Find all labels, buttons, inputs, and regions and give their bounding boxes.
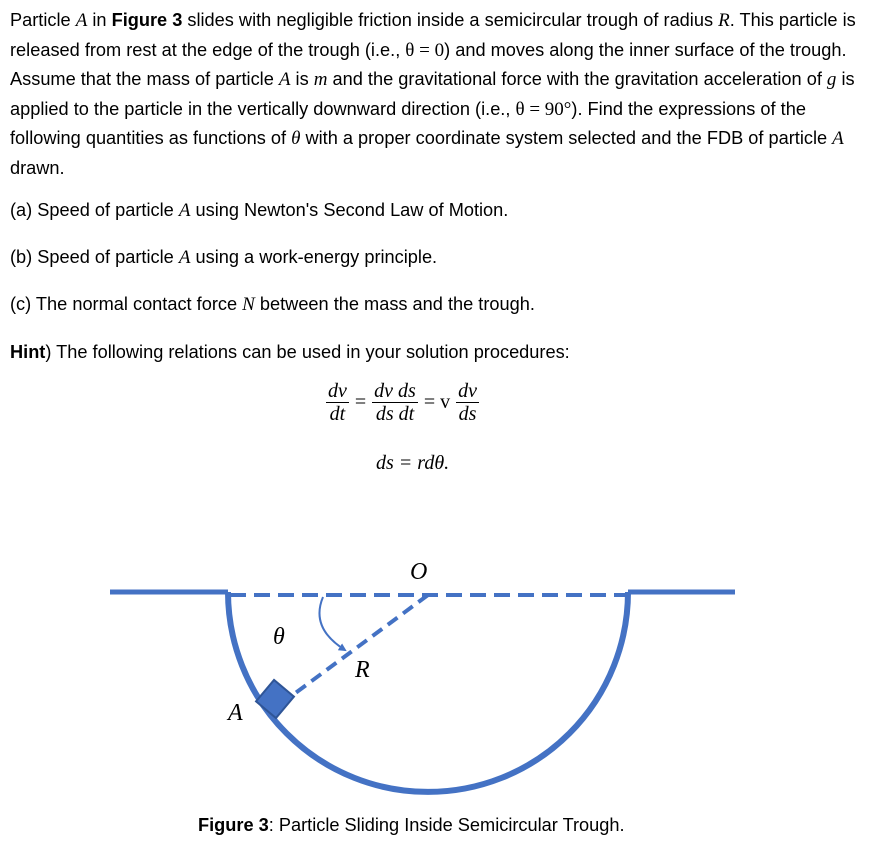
hint-text: ) The following relations can be used in your solution procedures: bbox=[45, 342, 570, 362]
hint-label: Hint bbox=[10, 342, 46, 362]
caption-text: : Particle Sliding Inside Semicircular Trough. bbox=[268, 815, 625, 835]
var-A: A bbox=[278, 69, 291, 90]
label-A: A bbox=[228, 700, 243, 726]
particle-block bbox=[256, 680, 294, 718]
problem-statement: Particle A in Figure 3 slides with negligible friction inside a semicircular trough of radius R. This particle is released from rest at the edge of the trough (i.e., θ = 0) and moves along the inner surface of the trough. Assume that the mass of particle A is m and the gravitational force with the gravitation acceleration of g is applied to the particle in the vertically downward direction (i.e., θ = 90°). Find the expressions of the following quantities as functions of θ with a proper coordinate system selected and the FDB of particle A drawn. bbox=[10, 10, 856, 178]
arc-length-equation: ds = rdθ. bbox=[376, 452, 450, 474]
fraction-dv-dt: $\frac{dv}{dt}$ bbox=[328, 380, 347, 425]
fraction-chain: $\frac{\text{dv ds}}{\text{ds dt}}$ bbox=[374, 380, 416, 425]
theta-zero: θ = 0 bbox=[405, 39, 445, 61]
chain-rule-equation: $\frac{dv}{dt}$ = $\frac{\text{dv ds}}{\text{ds dt}}$ = v $\frac{dv}{ds}$ bbox=[328, 380, 478, 425]
figure-reference: Figure 3 bbox=[111, 10, 183, 30]
caption-label: Figure 3 bbox=[198, 815, 269, 835]
figure-caption bbox=[198, 815, 625, 836]
part-c: (c) The normal contact force N between the mass and the trough. bbox=[10, 294, 535, 315]
var-A: A bbox=[75, 10, 88, 31]
var-R: R bbox=[718, 10, 730, 31]
var-theta: θ bbox=[291, 128, 301, 149]
part-a: (a) Speed of particle A using Newton's Second Law of Motion. bbox=[10, 200, 509, 221]
part-b: (b) Speed of particle A using a work-energy principle. bbox=[10, 247, 438, 268]
fraction-dv-ds: $\frac{dv}{ds}$ bbox=[458, 380, 478, 425]
label-theta: θ bbox=[273, 624, 285, 650]
label-R: R bbox=[355, 657, 370, 683]
var-g: g bbox=[826, 69, 837, 90]
label-O: O bbox=[410, 559, 428, 585]
theta-ninety: θ = 90° bbox=[515, 98, 572, 120]
var-m: m bbox=[313, 69, 328, 90]
theta-arc bbox=[319, 597, 345, 650]
var-A: A bbox=[832, 128, 844, 149]
